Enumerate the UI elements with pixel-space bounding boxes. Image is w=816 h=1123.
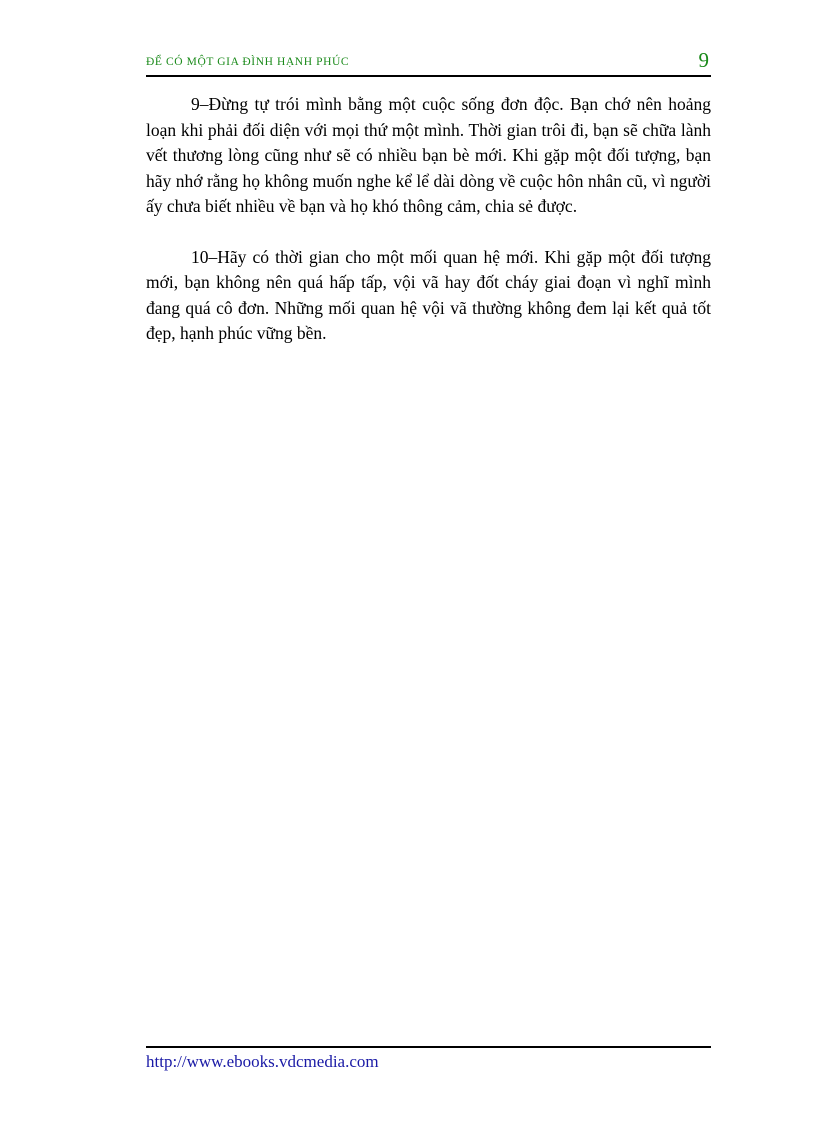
- header-divider: [146, 75, 711, 77]
- footer-divider: [146, 1046, 711, 1048]
- paragraph-10: 10–Hãy có thời gian cho một mối quan hệ mới. Khi gặp một đối tượng mới, bạn không nên quá hấp tấp, vội vã hay đốt cháy giai đoạn vì nghĩ mình đang quá cô đơn. Những mối quan hệ vội vã thường không đem lại kết quả tốt đẹp, hạnh phúc vững bền.: [146, 246, 711, 343]
- page-number: 9: [698, 48, 709, 72]
- running-header-title: ĐỂ CÓ MỘT GIA ĐÌNH HẠNH PHÚC: [146, 56, 350, 68]
- footer-website-link[interactable]: http://www.ebooks.vdcmedia.com: [146, 1052, 379, 1071]
- paragraph-9: 9–Đừng tự trói mình bằng một cuộc sống đơn độc. Bạn chớ nên hoảng loạn khi phải đối diện với mọi thứ một mình. Thời gian trôi đi, bạn sẽ chữa lành vết thương lòng cũng như sẽ có nhiều bạn bè mới. Khi gặp một đối tượng, bạn hãy nhớ rằng họ không muốn nghe kể lể dài dòng về cuộc hôn nhân cũ, vì người ấy chưa biết nhiều về bạn và họ khó thông cảm, chia sẻ được.: [146, 94, 711, 216]
- body-text: [146, 92, 711, 347]
- page-header: [146, 48, 711, 76]
